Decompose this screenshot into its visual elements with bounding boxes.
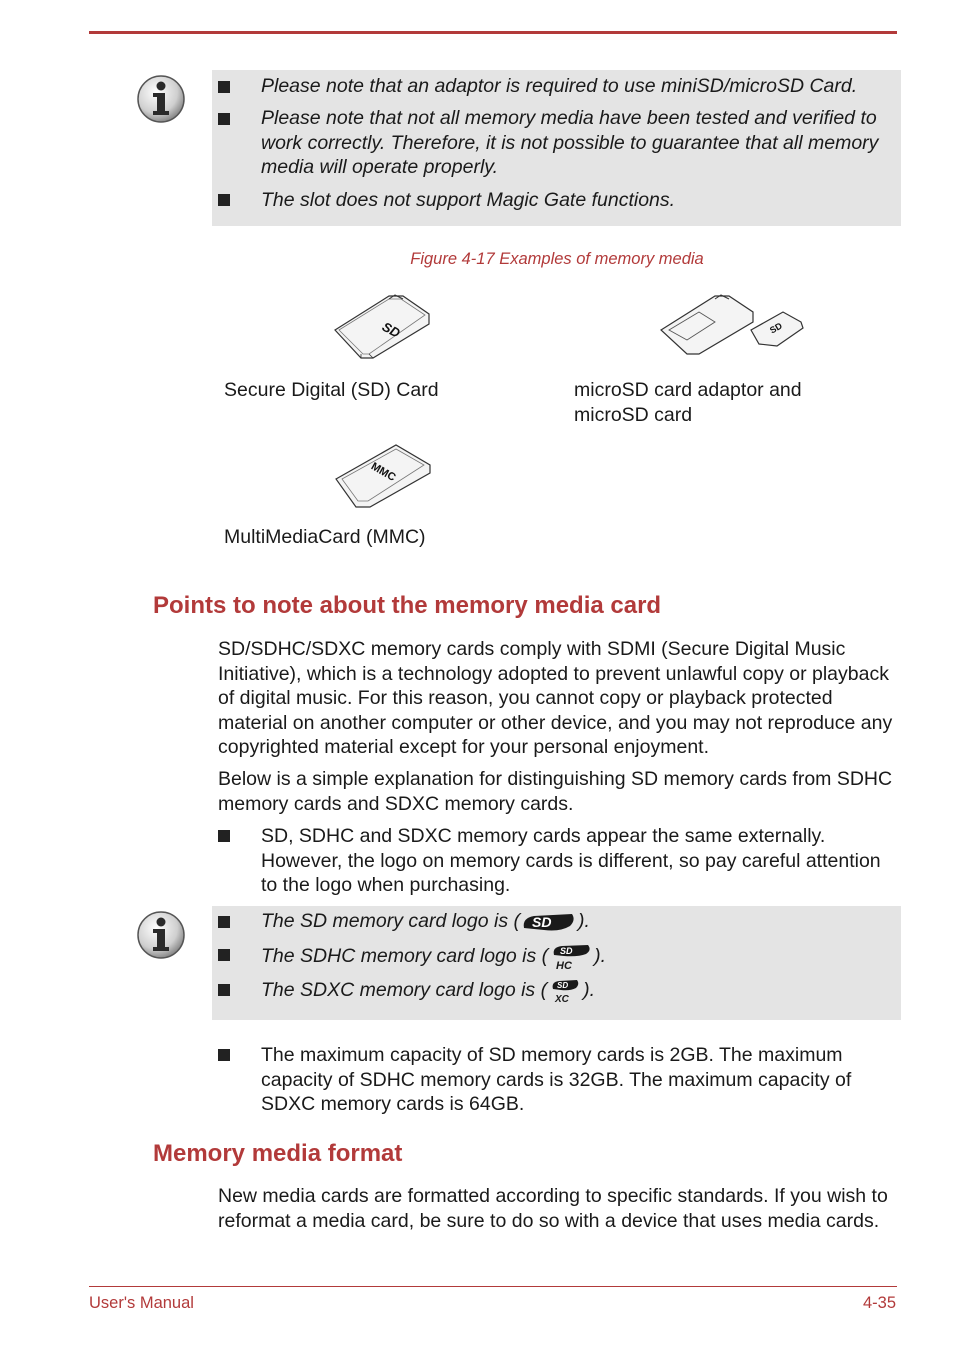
bullet-square [218, 916, 230, 928]
section-heading: Points to note about the memory media card [153, 592, 662, 619]
note-item [261, 909, 891, 934]
microsd-card-label: microSD card adaptor and microSD card [574, 379, 802, 426]
note-item: Please note that not all memory media have been tested and verified to work correctly. Therefore, it is not possible to guarantee that all memory media will operate properly. [261, 107, 879, 178]
page-number: 4-35 [862, 1294, 896, 1312]
microsd-adaptor-image [659, 294, 805, 356]
note-box-1 [212, 70, 901, 226]
figure-caption: Figure 4-17 Examples of memory media [410, 250, 704, 268]
paragraph: Below is a simple explanation for distinguishing SD memory cards from SDHC memory cards and SDXC memory cards. [218, 768, 893, 815]
bullet-text: The maximum capacity of SD memory cards is 2GB. The maximum capacity of SDHC memory cards is 32GB. The maximum capacity of SDXC memory cards is 64GB. [261, 1044, 852, 1115]
paragraph: New media cards are formatted according to specific standards. If you wish to reformat a media card, be sure to do so with a device that uses media cards. [218, 1185, 888, 1232]
info-icon [136, 74, 186, 124]
svg-text:SD: SD [557, 981, 569, 990]
sd-card-image [333, 294, 433, 360]
note-item [261, 943, 891, 971]
svg-text:MMC: MMC [368, 460, 398, 485]
bullet-square [218, 81, 230, 93]
header-rule [89, 31, 897, 34]
note-text: The SDXC memory card logo is ( [261, 979, 548, 1002]
note-item: The slot does not support Magic Gate functions. [261, 189, 676, 211]
sdxc-logo-icon [547, 978, 583, 1004]
note-text: The SDHC memory card logo is ( [261, 945, 549, 968]
sd-card-label: Secure Digital (SD) Card [224, 379, 439, 401]
note-item [261, 978, 891, 1004]
footer-title: User's Manual [89, 1294, 194, 1312]
note-text: ). [578, 910, 590, 932]
svg-text:HC: HC [556, 960, 573, 971]
footer-rule [89, 1286, 897, 1287]
note-text: The SD memory card logo is ( [261, 910, 520, 932]
bullet-square [218, 194, 230, 206]
note-text: ). [583, 979, 596, 1002]
bullet-square [218, 1049, 230, 1061]
sdhc-logo-icon [548, 943, 594, 971]
bullet-square [218, 830, 230, 842]
svg-text:SD: SD [768, 320, 784, 336]
info-icon [136, 910, 186, 960]
svg-text:XC: XC [555, 994, 569, 1004]
svg-text:SD: SD [532, 913, 552, 930]
bullet-square [218, 949, 230, 961]
svg-text:SD: SD [560, 946, 573, 956]
mmc-card-label: MultiMediaCard (MMC) [224, 526, 426, 548]
mmc-card-image [334, 443, 432, 509]
bullet-square [218, 984, 230, 996]
note-item: Please note that an adaptor is required to use miniSD/microSD Card. [261, 75, 858, 97]
paragraph: SD/SDHC/SDXC memory cards comply with SDMI (Secure Digital Music Initiative), which is a technology adopted to prevent unlawful copy or playback of digital music. For this reason, you cannot copy or playback protected material on another computer or other device, and you may not reproduce any copyrighted material except for your personal enjoyment. [218, 638, 893, 758]
sd-logo-icon [520, 910, 578, 934]
bullet-square [218, 113, 230, 125]
note-text: ). [594, 945, 607, 968]
bullet-text: SD, SDHC and SDXC memory cards appear the same externally. However, the logo on memory cards is different, so pay careful attention to the logo when purchasing. [261, 825, 881, 896]
note-box-2 [212, 906, 901, 1020]
section-heading: Memory media format [153, 1140, 403, 1167]
svg-text:SD: SD [379, 318, 403, 341]
